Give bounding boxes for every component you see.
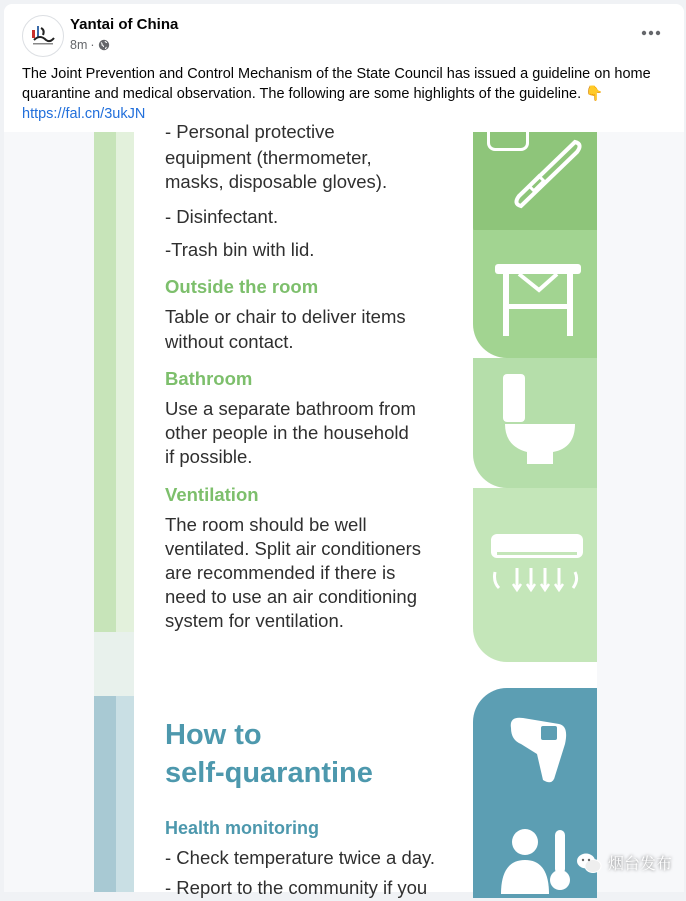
report-community-partial: - Report to the community if you	[165, 877, 428, 898]
green-icon-column	[473, 132, 597, 662]
table-icon	[491, 260, 585, 340]
post-card	[4, 4, 684, 898]
more-horizontal-icon	[641, 30, 661, 36]
health-monitoring-heading: Health monitoring	[165, 818, 319, 838]
protective-equipment-partial: - Personal protective	[165, 121, 335, 142]
bathroom-line-2: other people in the household	[165, 422, 409, 443]
equipment-line-2: masks, disposable gloves).	[165, 171, 388, 192]
bathroom-heading: Bathroom	[165, 368, 253, 389]
table-tile	[473, 230, 597, 358]
trash-bin-text: -Trash bin with lid.	[165, 239, 315, 260]
post-timestamp[interactable]: 8m	[70, 38, 88, 52]
outside-line-2: without contact.	[165, 331, 294, 352]
bathroom-line-3: if possible.	[165, 446, 253, 467]
green-side-band	[94, 132, 116, 632]
ventilation-line-3: are recommended if there is	[165, 562, 396, 583]
post-message	[22, 64, 672, 124]
wechat-icon	[576, 852, 602, 874]
page-logo-icon	[23, 16, 63, 56]
page-avatar[interactable]	[22, 15, 64, 57]
post-meta	[70, 38, 110, 52]
self-quarantine-title-line-1: How to	[165, 719, 262, 751]
ventilation-heading: Ventilation	[165, 484, 259, 505]
ventilation-line-5: system for ventilation.	[165, 610, 344, 631]
post-body-text: The Joint Prevention and Control Mechanism of the State Council has issued a guideline on home quarantine and medical observation. The following are some highlights of the guideline. 👇	[22, 66, 651, 102]
outside-room-heading: Outside the room	[165, 276, 319, 297]
equipment-line-1: equipment (thermometer,	[165, 147, 372, 168]
post-link[interactable]: https://fal.cn/3ukJN	[22, 106, 146, 122]
ventilation-line-4: need to use an air conditioning	[165, 586, 417, 607]
infrared-thermometer-icon	[507, 714, 577, 810]
check-temperature-text: - Check temperature twice a day.	[165, 847, 436, 868]
disinfectant-text: - Disinfectant.	[165, 206, 279, 227]
more-options-button[interactable]	[636, 18, 666, 48]
watermark	[576, 851, 672, 874]
blue-side-band	[94, 696, 116, 892]
post-image[interactable]	[4, 121, 684, 898]
ventilation-line-1: The room should be well	[165, 514, 367, 535]
self-quarantine-title-line-2: self-quarantine	[165, 757, 373, 789]
meta-separator: ·	[90, 38, 95, 52]
outside-line-1: Table or chair to deliver items	[165, 306, 406, 327]
bathroom-line-1: Use a separate bathroom from	[165, 398, 416, 419]
guideline-infographic	[94, 121, 597, 898]
page-name-link[interactable]: Yantai of China	[70, 16, 179, 33]
toilet-icon	[497, 372, 581, 468]
watermark-text: 烟台发布	[607, 856, 672, 873]
thermometer-icon	[505, 134, 585, 214]
air-conditioner-tile	[473, 488, 597, 662]
air-conditioner-icon	[487, 532, 587, 600]
side-stripe-gap	[94, 632, 134, 696]
globe-icon[interactable]	[98, 39, 110, 51]
post-header	[4, 4, 684, 130]
ventilation-line-2: ventilated. Split air conditioners	[165, 538, 422, 559]
person-thermometer-icon	[497, 828, 587, 898]
toilet-tile	[473, 358, 597, 488]
